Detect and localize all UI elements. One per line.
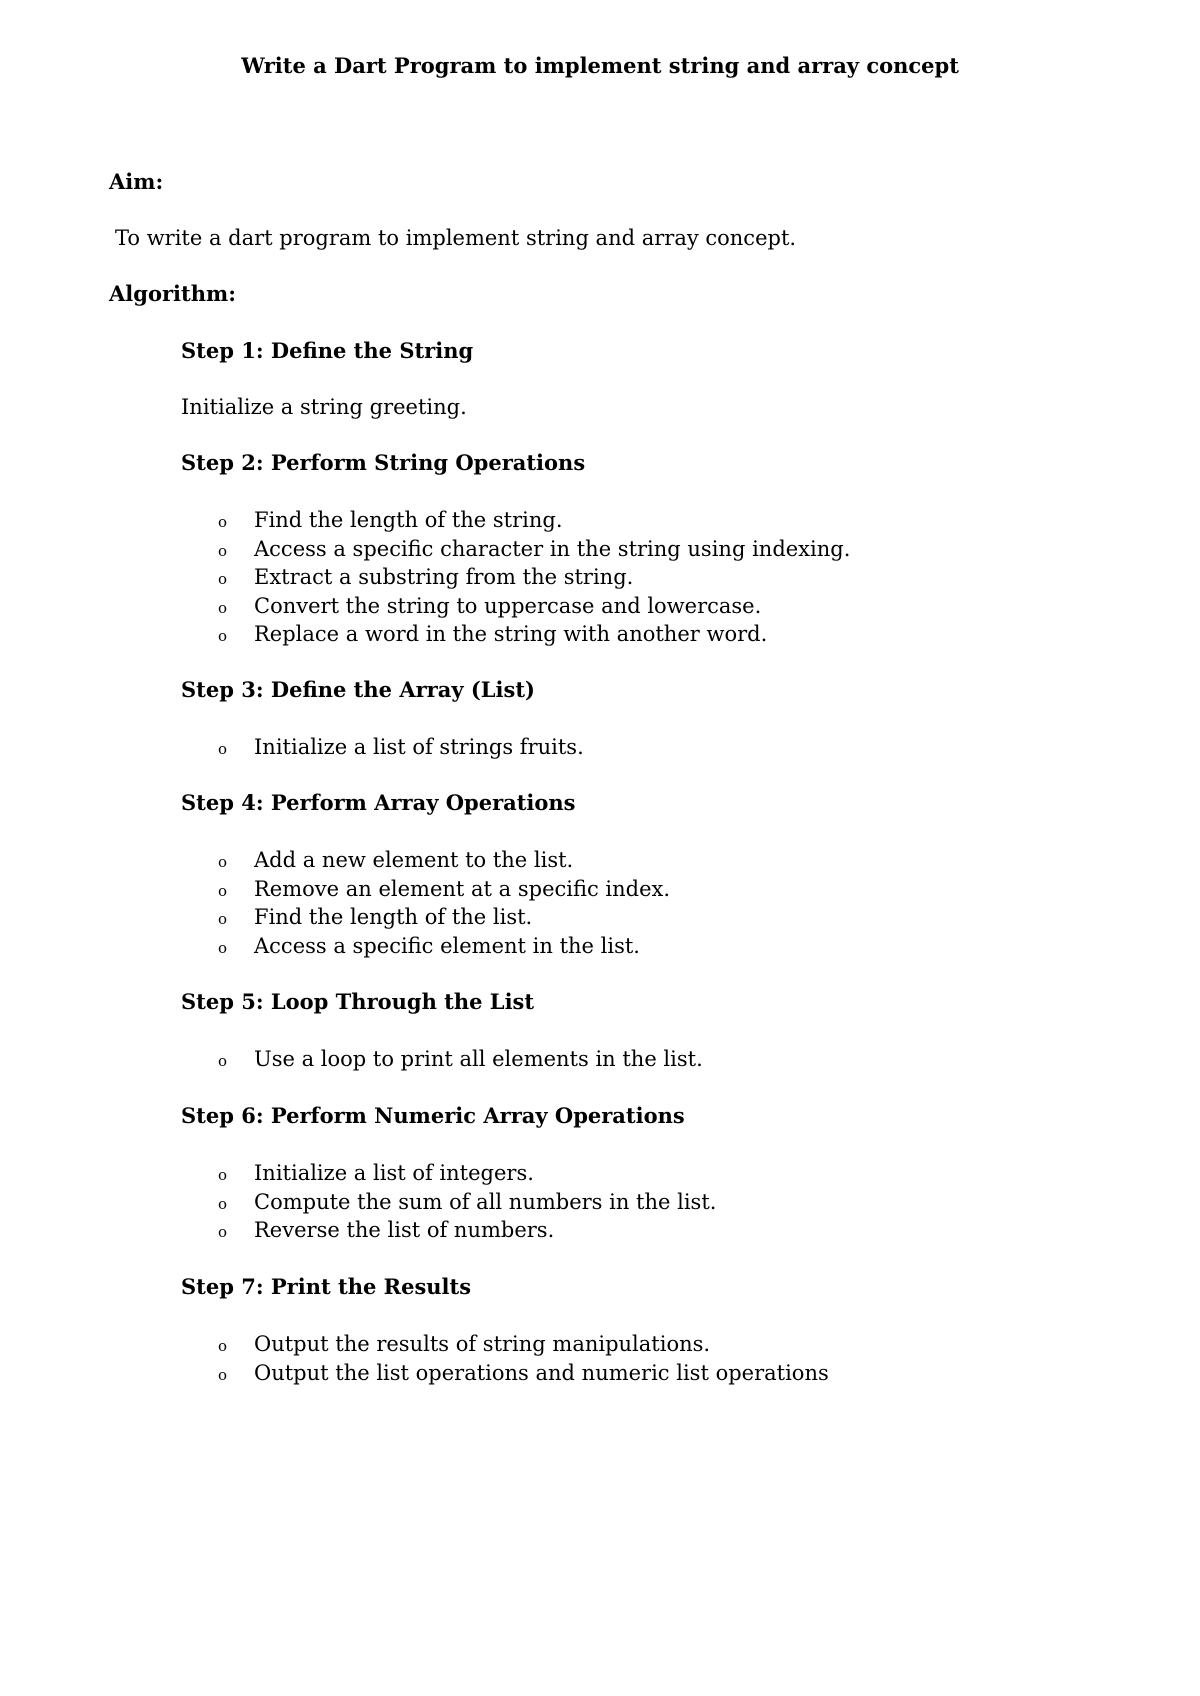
bullet-marker: o [218,1365,228,1384]
step-2-title: Step 2: Perform String Operations [181,450,586,475]
list-item-text: Access a specific character in the string using indexing. [254,536,851,561]
list-item-text: Find the length of the string. [254,508,563,532]
document-title: Write a Dart Program to implement string and array concept [241,53,959,78]
list-item [218,620,850,649]
step-2-list [218,506,850,649]
list-item [218,1045,703,1074]
step-6-list [218,1159,716,1245]
list-item-text: Output the list operations and numeric list operations [254,1360,829,1385]
bullet-marker: o [218,938,228,957]
list-item-text: Remove an element at a specific index. [254,876,671,901]
list-item [218,1159,716,1188]
list-item-text: Replace a word in the string with another word. [254,622,768,647]
bullet-marker: o [218,910,228,929]
list-item [218,506,850,535]
bullet-marker: o [218,1194,228,1213]
list-item [218,563,850,592]
aim-heading: Aim: [109,169,164,194]
step-5-list [218,1045,703,1074]
list-item-text: Reverse the list of numbers. [254,1218,555,1243]
list-item-text: Use a loop to print all elements in the list. [254,1047,703,1071]
bullet-marker: o [218,1223,228,1242]
list-item [218,1359,829,1388]
list-item [218,875,670,904]
bullet-marker: o [218,570,228,589]
bullet-marker: o [218,513,228,531]
step-7-title: Step 7: Print the Results [181,1274,472,1299]
step-3-title: Step 3: Define the Array (List) [181,677,535,702]
step-1-title: Step 1: Define the String [181,338,474,363]
list-item [218,733,584,762]
list-item-text: Find the length of the list. [254,905,533,930]
list-item [218,932,670,961]
list-item-text: Output the results of string manipulations. [254,1332,711,1356]
bullet-marker: o [218,627,228,646]
step-1-text: Initialize a string greeting. [181,395,467,419]
list-item-text: Initialize a list of integers. [254,1161,534,1185]
step-6-title: Step 6: Perform Numeric Array Operations [181,1103,685,1128]
bullet-marker: o [218,541,228,560]
list-item [218,846,670,875]
list-item [218,903,670,932]
aim-text: To write a dart program to implement string and array concept. [115,226,797,250]
step-7-list [218,1330,829,1387]
step-4-list [218,846,670,960]
list-item-text: Convert the string to uppercase and lowercase. [254,593,762,618]
bullet-marker: o [218,1166,228,1184]
list-item-text: Extract a substring from the string. [254,565,634,590]
list-item [218,1216,716,1245]
bullet-marker: o [218,598,228,617]
bullet-marker: o [218,1337,228,1355]
list-item [218,535,850,564]
step-3-list [218,733,584,762]
bullet-marker: o [218,740,228,758]
step-4-title: Step 4: Perform Array Operations [181,790,576,815]
step-5-title: Step 5: Loop Through the List [181,989,535,1014]
list-item-text: Add a new element to the list. [254,848,574,872]
bullet-marker: o [218,1052,228,1070]
list-item [218,1188,716,1217]
list-item-text: Initialize a list of strings fruits. [254,735,584,759]
list-item [218,1330,829,1359]
algorithm-heading: Algorithm: [109,281,236,306]
list-item [218,592,850,621]
list-item-text: Compute the sum of all numbers in the list. [254,1189,717,1214]
bullet-marker: o [218,853,228,871]
list-item-text: Access a specific element in the list. [254,933,640,958]
bullet-marker: o [218,881,228,900]
